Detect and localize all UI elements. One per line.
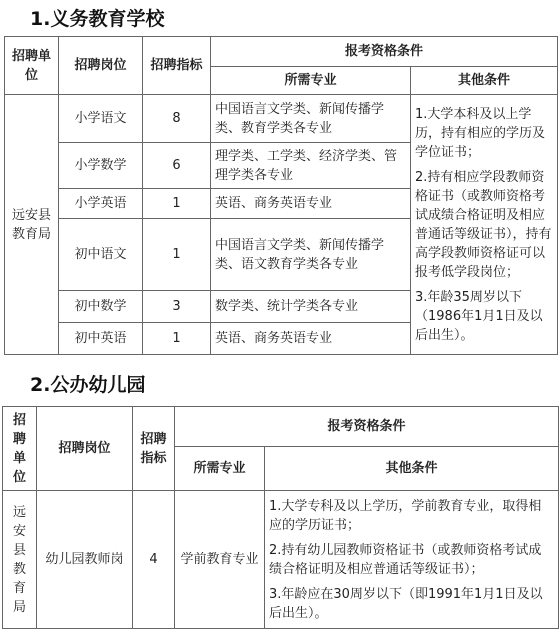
condition-item: 3.年龄35周岁以下（1986年1月1日及以后出生）。 [415,289,543,343]
major-cell: 中国语言文学类、新闻传播学类、教育学类各专业 [211,95,411,143]
quota-cell: 1 [143,323,211,355]
kindergarten-table [2,406,559,629]
position-cell: 初中数学 [59,291,143,323]
header-requirements: 报考资格条件 [175,407,559,447]
position-cell: 小学英语 [59,189,143,219]
condition-item: 3.年龄应在30周岁以下（即1991年1月1日及以后出生）。 [269,586,543,621]
condition-item: 1.大学专科及以上学历，学前教育专业，取得相应的学历证书； [269,498,542,533]
section1-title: 1.义务教育学校 [30,8,165,30]
position-cell: 幼儿园教师岗 [37,491,133,629]
section2-title: 2.公办幼儿园 [30,374,146,396]
table-row [3,491,559,629]
header-position: 招聘岗位 [37,407,133,491]
major-cell: 数学类、统计学类各专业 [211,291,411,323]
header-position: 招聘岗位 [59,37,143,95]
position-cell: 初中英语 [59,323,143,355]
unit-cell: 远安县教育局 [5,95,59,355]
header-unit: 招聘单位 [5,37,59,95]
condition-item: 2.持有相应学段教师资格证书（或教师资格考试成绩合格证明及相应普通话等级证书），持有高学段教师资格证可以报考低学段岗位； [415,169,552,280]
position-cell: 初中语文 [59,219,143,291]
condition-item: 1.大学本科及以上学历，持有相应的学历及学位证书； [415,106,546,160]
quota-cell: 4 [133,491,175,629]
quota-cell: 6 [143,143,211,189]
header-major: 所需专业 [211,67,411,95]
header-other: 其他条件 [265,447,559,491]
compulsory-education-table [4,36,558,355]
major-cell: 中国语言文学类、新闻传播学类、语文教育学类各专业 [211,219,411,291]
header-other: 其他条件 [411,67,558,95]
header-major: 所需专业 [175,447,265,491]
table-row [5,95,558,143]
quota-cell: 1 [143,189,211,219]
unit-cell: 远安县教育局 [3,491,37,629]
other-conditions-cell [411,95,558,355]
position-cell: 小学数学 [59,143,143,189]
major-cell: 英语、商务英语专业 [211,189,411,219]
quota-cell: 3 [143,291,211,323]
major-cell: 理学类、工学类、经济学类、管理学类各专业 [211,143,411,189]
position-cell: 小学语文 [59,95,143,143]
header-quota: 招聘指标 [143,37,211,95]
major-cell: 英语、商务英语专业 [211,323,411,355]
header-quota: 招聘指标 [133,407,175,491]
quota-cell: 8 [143,95,211,143]
other-conditions-cell [265,491,559,629]
quota-cell: 1 [143,219,211,291]
header-unit: 招聘单位 [3,407,37,491]
major-cell: 学前教育专业 [175,491,265,629]
condition-item: 2.持有幼儿园教师资格证书（或教师资格考试成绩合格证明及相应普通话等级证书）； [269,542,542,577]
header-requirements: 报考资格条件 [211,37,558,67]
